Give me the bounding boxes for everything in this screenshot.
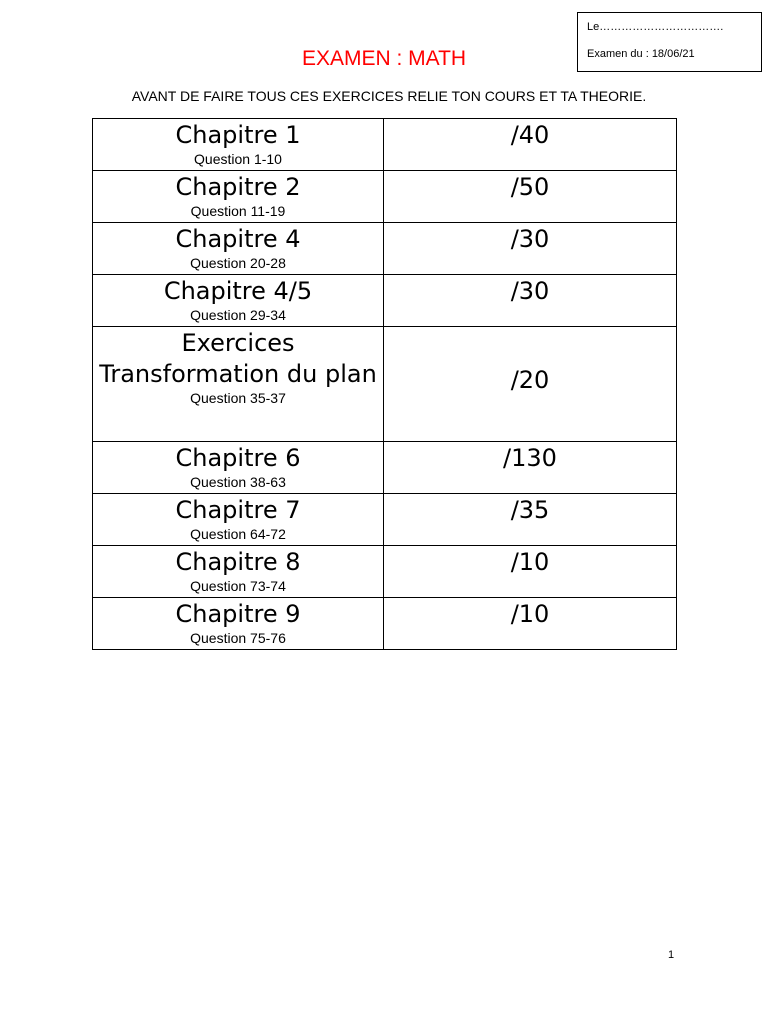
chapter-title: Chapitre 4/5 (163, 277, 313, 305)
name-line: Le……………………………. (587, 21, 724, 33)
question-range: Question 75-76 (190, 630, 286, 646)
chapter-title: Chapitre 6 (175, 444, 301, 472)
chapter-cell (93, 223, 384, 275)
question-range: Question 35-37 (190, 390, 286, 406)
chapter-cell (93, 494, 384, 546)
score-cell (384, 327, 677, 442)
grade-table (92, 118, 677, 650)
page-number: 1 (668, 949, 675, 961)
score-value: /10 (510, 600, 550, 628)
score-cell (384, 598, 677, 650)
chapter-cell (93, 546, 384, 598)
score-cell (384, 275, 677, 327)
chapter-title: Chapitre 1 (175, 121, 301, 149)
table-row (93, 171, 677, 223)
exam-title: EXAMEN : MATH (301, 47, 467, 70)
score-value: /130 (503, 444, 557, 472)
chapter-cell (93, 275, 384, 327)
score-cell (384, 119, 677, 171)
question-range: Question 11-19 (190, 203, 286, 219)
question-range: Question 20-28 (190, 255, 286, 271)
chapter-cell (93, 171, 384, 223)
chapter-title: Chapitre 7 (175, 496, 301, 524)
table-row (93, 598, 677, 650)
chapter-title: Chapitre 4 (175, 225, 301, 253)
score-cell (384, 442, 677, 494)
chapter-title: Exercices Transformation du plan (99, 329, 377, 388)
exam-date: Examen du : 18/06/21 (587, 48, 695, 60)
score-value: /35 (510, 496, 550, 524)
score-value: /30 (510, 225, 550, 253)
table-row (93, 223, 677, 275)
instruction-text: AVANT DE FAIRE TOUS CES EXERCICES RELIE TON COURS ET TA THEORIE. (131, 88, 647, 104)
score-value: /10 (510, 548, 550, 576)
score-value: /30 (510, 277, 550, 305)
score-cell (384, 223, 677, 275)
question-range: Question 38-63 (190, 474, 286, 490)
table-row (93, 275, 677, 327)
table-row (93, 546, 677, 598)
table-row (93, 119, 677, 171)
chapter-title: Chapitre 9 (175, 600, 301, 628)
score-cell (384, 494, 677, 546)
question-range: Question 29-34 (190, 307, 286, 323)
score-cell (384, 171, 677, 223)
chapter-cell (93, 442, 384, 494)
chapter-cell (93, 327, 384, 442)
score-value: /50 (510, 173, 550, 201)
score-cell (384, 546, 677, 598)
chapter-title: Chapitre 2 (175, 173, 301, 201)
chapter-title: Chapitre 8 (175, 548, 301, 576)
table-row (93, 442, 677, 494)
score-value: /40 (510, 121, 550, 149)
table-row (93, 494, 677, 546)
chapter-cell (93, 119, 384, 171)
question-range: Question 1-10 (194, 151, 282, 167)
question-range: Question 73-74 (190, 578, 286, 594)
chapter-cell (93, 598, 384, 650)
grade-table-body (93, 119, 677, 650)
table-row (93, 327, 677, 442)
question-range: Question 64-72 (190, 526, 286, 542)
score-value: /20 (510, 365, 550, 394)
